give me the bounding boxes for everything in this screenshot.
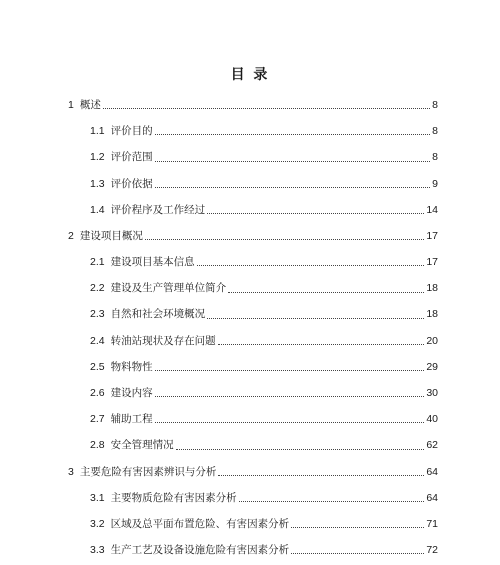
toc-entry-chapter[interactable]: [68, 223, 438, 249]
toc-dot-leader: [228, 291, 424, 293]
toc-entry-number: 2.6: [90, 387, 105, 400]
toc-entry-page: 71: [426, 517, 438, 530]
toc-entry-title: 评价范围: [110, 151, 153, 164]
toc-entry-title: 自然和社会环境概况: [110, 308, 206, 321]
toc-dot-leader: [155, 421, 425, 423]
toc-entry-title: 主要物质危险有害因素分析: [110, 491, 237, 504]
toc-entry-section[interactable]: [68, 511, 438, 537]
toc-dot-leader: [207, 212, 424, 214]
toc-dot-leader: [103, 107, 430, 109]
toc-dot-leader: [291, 526, 424, 528]
toc-entry-chapter[interactable]: [68, 459, 438, 485]
toc-entry-title: 概述: [79, 98, 101, 111]
toc-entry-page: 64: [426, 465, 438, 478]
toc-entry-title: 区域及总平面布置危险、有害因素分析: [110, 517, 290, 530]
toc-entry-page: 20: [426, 334, 438, 347]
toc-dot-leader: [155, 186, 431, 188]
toc-entry-section[interactable]: [68, 275, 438, 301]
toc-entry-number: 2.1: [90, 256, 105, 269]
toc-entry-section[interactable]: [68, 197, 438, 223]
toc-entry-section[interactable]: [68, 118, 438, 144]
toc-entry-page: 14: [426, 203, 438, 216]
toc-entry-number: 3.2: [90, 517, 105, 530]
toc-dot-leader: [155, 160, 431, 162]
toc-entry-number: 1.2: [90, 151, 105, 164]
table-of-contents: [68, 92, 438, 563]
toc-entry-section[interactable]: [68, 432, 438, 458]
toc-entry-section[interactable]: [68, 171, 438, 197]
toc-entry-section[interactable]: [68, 406, 438, 432]
toc-entry-section[interactable]: [68, 328, 438, 354]
toc-entry-number: 3.3: [90, 544, 105, 557]
toc-entry-page: 9: [432, 177, 438, 190]
page-title: 目 录: [230, 67, 270, 83]
toc-entry-number: 2.7: [90, 413, 105, 426]
toc-entry-number: 3.1: [90, 491, 105, 504]
toc-entry-number: 2.4: [90, 334, 105, 347]
toc-entry-page: 18: [426, 308, 438, 321]
toc-entry-page: 18: [426, 282, 438, 295]
toc-entry-page: 8: [432, 125, 438, 138]
toc-entry-page: 17: [426, 229, 438, 242]
toc-entry-number: 1: [68, 98, 74, 111]
toc-dot-leader: [291, 552, 424, 554]
toc-entry-title: 评价程序及工作经过: [110, 203, 206, 216]
toc-entry-page: 29: [426, 360, 438, 373]
toc-dot-leader: [155, 395, 425, 397]
toc-entry-number: 2.8: [90, 439, 105, 452]
toc-entry-number: 2: [68, 229, 74, 242]
toc-entry-number: 3: [68, 465, 74, 478]
toc-entry-section[interactable]: [68, 302, 438, 328]
toc-dot-leader: [145, 238, 424, 240]
toc-entry-section[interactable]: [68, 249, 438, 275]
toc-entry-section[interactable]: [68, 354, 438, 380]
toc-dot-leader: [197, 264, 425, 266]
toc-entry-title: 物料物性: [110, 360, 153, 373]
toc-dot-leader: [218, 474, 424, 476]
toc-dot-leader: [176, 448, 425, 450]
toc-entry-page: 64: [426, 491, 438, 504]
toc-entry-title: 安全管理情况: [110, 439, 174, 452]
toc-dot-leader: [218, 343, 425, 345]
toc-entry-chapter[interactable]: [68, 92, 438, 118]
toc-entry-section[interactable]: [68, 537, 438, 563]
toc-entry-page: 40: [426, 413, 438, 426]
toc-entry-section[interactable]: [68, 485, 438, 511]
toc-entry-title: 建设内容: [110, 387, 153, 400]
toc-dot-leader: [155, 369, 425, 371]
toc-entry-title: 辅助工程: [110, 413, 153, 426]
toc-entry-number: 2.3: [90, 308, 105, 321]
toc-entry-title: 主要危险有害因素辨识与分析: [79, 465, 217, 478]
toc-entry-title: 建设项目基本信息: [110, 256, 195, 269]
toc-entry-title: 评价依据: [110, 177, 153, 190]
toc-entry-number: 1.3: [90, 177, 105, 190]
toc-entry-page: 30: [426, 387, 438, 400]
toc-entry-page: 8: [432, 98, 438, 111]
toc-entry-title: 建设及生产管理单位简介: [110, 282, 227, 295]
toc-dot-leader: [155, 133, 431, 135]
toc-entry-number: 2.5: [90, 360, 105, 373]
toc-entry-section[interactable]: [68, 144, 438, 170]
toc-dot-leader: [239, 500, 425, 502]
toc-entry-title: 生产工艺及设备设施危险有害因素分析: [110, 544, 290, 557]
toc-entry-number: 2.2: [90, 282, 105, 295]
toc-dot-leader: [207, 317, 424, 319]
toc-entry-number: 1.4: [90, 203, 105, 216]
toc-entry-page: 17: [426, 256, 438, 269]
toc-entry-title: 评价目的: [110, 125, 153, 138]
toc-entry-page: 62: [426, 439, 438, 452]
toc-entry-title: 转油站现状及存在问题: [110, 334, 216, 347]
toc-entry-page: 8: [432, 151, 438, 164]
toc-entry-title: 建设项目概况: [79, 229, 143, 242]
toc-entry-number: 1.1: [90, 125, 105, 138]
toc-entry-section[interactable]: [68, 380, 438, 406]
toc-entry-page: 72: [426, 544, 438, 557]
